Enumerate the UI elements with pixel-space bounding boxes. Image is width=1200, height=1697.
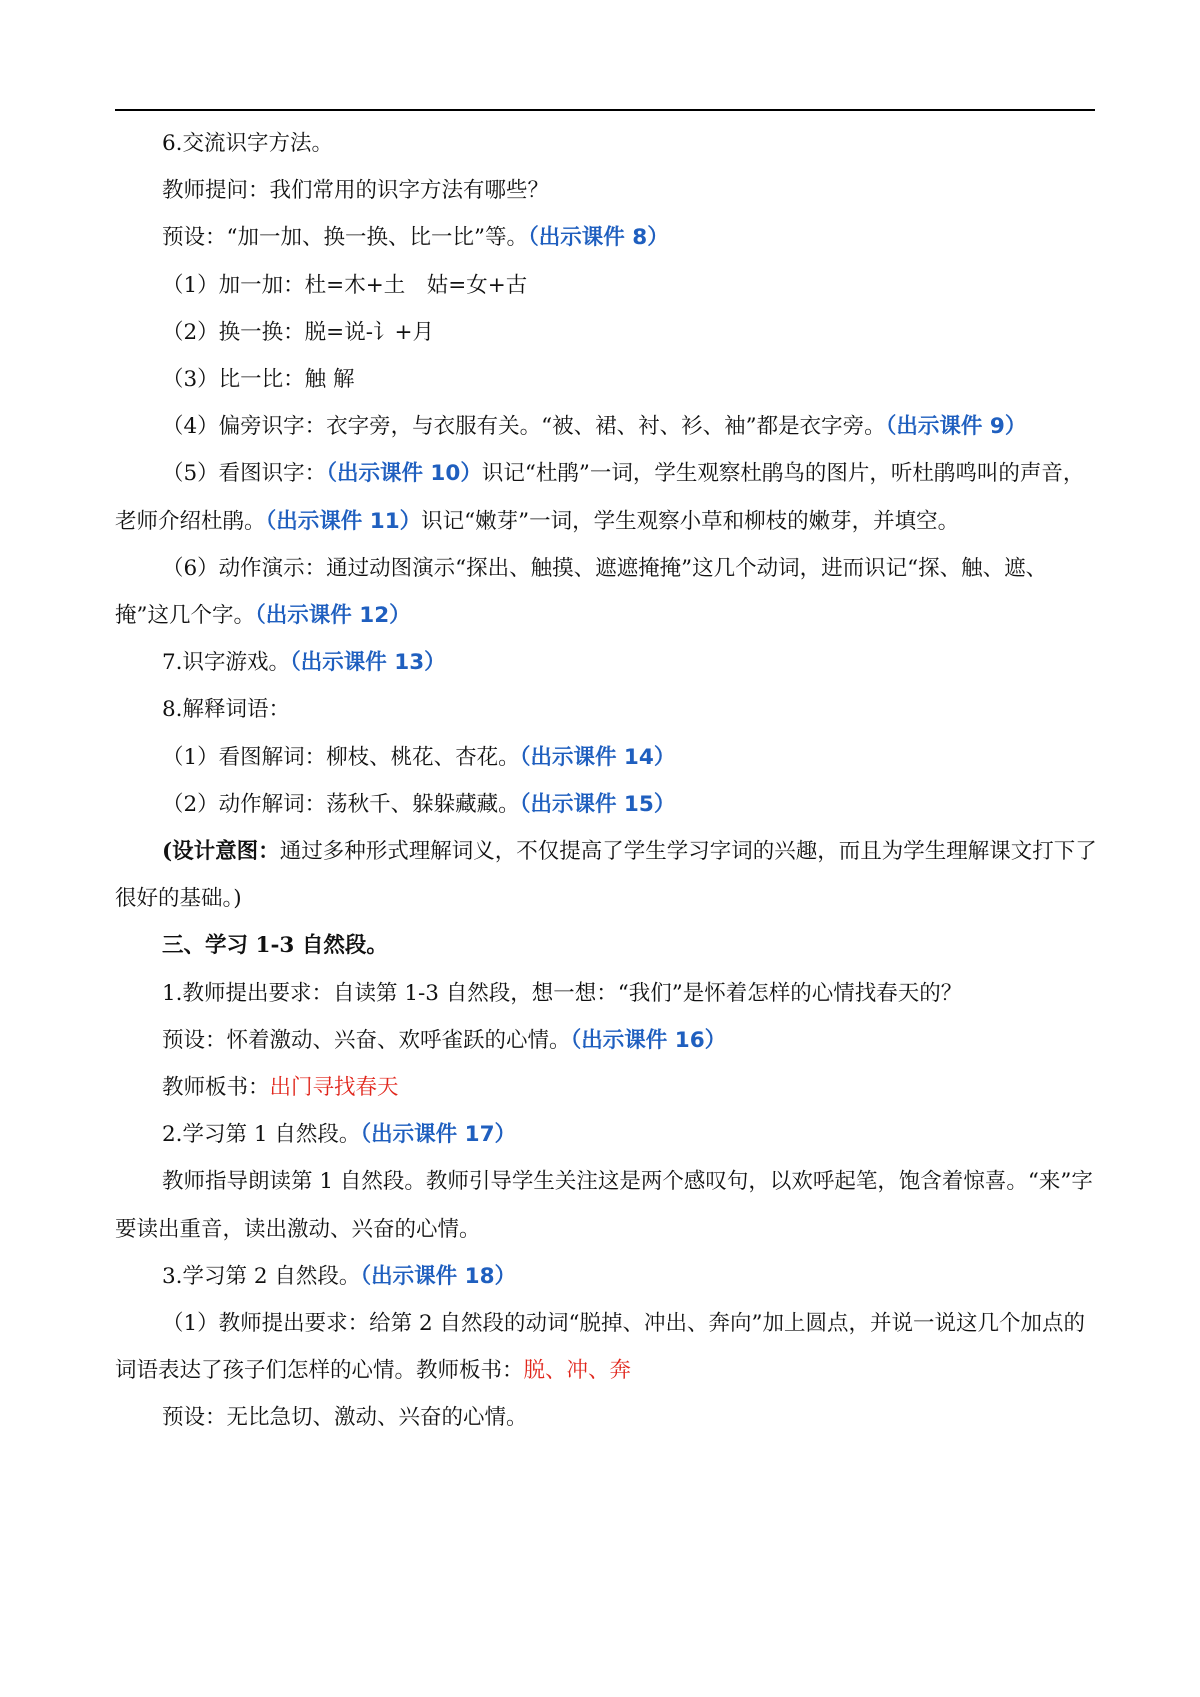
document-body xyxy=(115,120,1100,1442)
paragraph: 教师板书：出门寻找春天 xyxy=(162,1075,399,1101)
courseware-ref: （出示课件 15） xyxy=(519,791,676,817)
paragraph: （1）教师提出要求：给第 2 自然段的动词“脱掉、冲出、奔向”加上圆点，并说一说这几个加点的词语表达了孩子们怎样的心情。教师板书：脱、冲、奔 xyxy=(115,1311,1086,1384)
board-writing: 脱、冲、奔 xyxy=(523,1358,632,1384)
courseware-ref: （出示课件 11） xyxy=(265,508,422,534)
courseware-ref: （出示课件 8） xyxy=(528,225,669,251)
courseware-ref: （出示课件 18） xyxy=(360,1263,517,1289)
paragraph: （6）动作演示：通过动图演示“探出、触摸、遮遮掩掩”这几个动词，进而识记“探、触、遮、掩”这几个字。（出示课件 12） xyxy=(115,555,1048,629)
paragraph: （2）换一换：脱=说-讠+月 xyxy=(162,319,434,345)
paragraph: （1）加一加：杜=木+土 姑=女+古 xyxy=(162,272,528,298)
paragraph: （2）动作解词：荡秋千、躲躲藏藏。（出示课件 15） xyxy=(162,791,676,817)
courseware-ref: （出示课件 17） xyxy=(360,1122,517,1148)
paragraph: 3.学习第 2 自然段。（出示课件 18） xyxy=(162,1263,517,1289)
courseware-ref: （出示课件 14） xyxy=(519,744,676,770)
board-writing: 出门寻找春天 xyxy=(269,1075,399,1101)
paragraph: 8.解释词语： xyxy=(162,697,291,723)
paragraph: 预设：无比急切、激动、兴奋的心情。 xyxy=(162,1405,528,1431)
courseware-ref: （出示课件 12） xyxy=(255,603,411,629)
paragraph: 7.识字游戏。（出示课件 13） xyxy=(162,650,446,676)
paragraph: 2.学习第 1 自然段。（出示课件 17） xyxy=(162,1122,517,1148)
paragraph: （1）看图解词：柳枝、桃花、杏花。（出示课件 14） xyxy=(162,744,676,770)
courseware-ref: （出示课件 13） xyxy=(290,650,446,676)
paragraph: 6.交流识字方法。 xyxy=(162,131,334,156)
paragraph: 1.教师提出要求：自读第 1-3 自然段，想一想：“我们”是怀着怎样的心情找春天的？ xyxy=(162,980,963,1006)
paragraph: （4）偏旁识字：衣字旁，与衣服有关。“被、裙、衬、衫、袖”都是衣字旁。（出示课件 9） xyxy=(162,414,1027,440)
courseware-ref: （出示课件 9） xyxy=(885,414,1027,440)
section-heading: 三、学习 1-3 自然段。 xyxy=(162,933,388,959)
courseware-ref: （出示课件 10） xyxy=(326,461,482,487)
design-intent: (设计意图：通过多种形式理解词义，不仅提高了学生学习字词的兴趣，而且为学生理解课文打下了很好的基础。) xyxy=(115,839,1097,912)
paragraph: 教师指导朗读第 1 自然段。教师引导学生关注这是两个感叹句，以欢呼起笔，饱含着惊喜。“来”字要读出重音，读出激动、兴奋的心情。 xyxy=(115,1169,1093,1242)
paragraph: （5）看图识字：（出示课件 10）识记“杜鹃”一词，学生观察杜鹃鸟的图片，听杜鹃鸣叫的声音，老师介绍杜鹃。（出示课件 11）识记“嫩芽”一词，学生观察小草和柳枝的嫩芽，并填空。 xyxy=(115,461,1085,534)
paragraph: 教师提问：我们常用的识字方法有哪些？ xyxy=(162,178,550,204)
courseware-ref: （出示课件 16） xyxy=(570,1027,727,1053)
paragraph: 预设：怀着激动、兴奋、欢呼雀跃的心情。（出示课件 16） xyxy=(162,1027,727,1053)
header-rule xyxy=(115,109,1095,111)
paragraph: （3）比一比：触 解 xyxy=(162,367,355,393)
paragraph: 预设：“加一加、换一换、比一比”等。（出示课件 8） xyxy=(162,225,669,251)
